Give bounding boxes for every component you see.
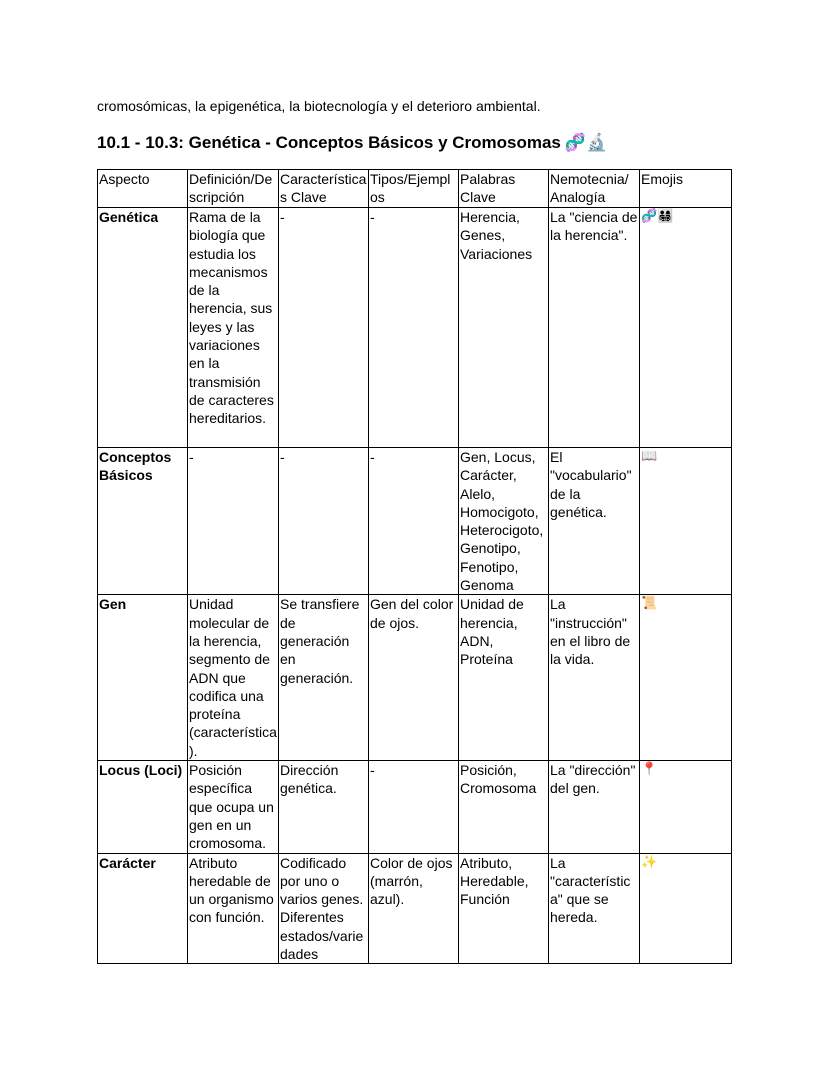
cell-palabras: Atributo, Heredable, Función <box>459 853 549 964</box>
cell-tipos: - <box>369 448 459 595</box>
cell-tipos: Gen del color de ojos. <box>369 595 459 761</box>
cell-nemotecnia: La "instrucción" en el libro de la vida. <box>549 595 640 761</box>
table-row <box>98 595 732 761</box>
header-aspecto: Aspecto <box>98 170 188 208</box>
header-caracteristicas: Características Clave <box>279 170 369 208</box>
cell-caracteristicas: Se transfiere de generación en generación. <box>279 595 369 761</box>
dna-family-icon: 🧬👨‍👩‍👧‍👦 <box>640 208 732 448</box>
header-row <box>98 170 732 208</box>
cell-caracteristicas: - <box>279 208 369 448</box>
header-palabras: Palabras Clave <box>459 170 549 208</box>
cell-tipos: Color de ojos (marrón, azul). <box>369 853 459 964</box>
cell-aspecto: Locus (Loci) <box>98 761 188 853</box>
header-definicion: Definición/Descripción <box>188 170 279 208</box>
cell-nemotecnia: La "característica" que se hereda. <box>549 853 640 964</box>
dna-microscope-icon: 🧬🔬 <box>564 133 608 153</box>
cell-nemotecnia: La "dirección" del gen. <box>549 761 640 853</box>
book-icon: 📖 <box>640 448 732 595</box>
header-tipos: Tipos/Ejemplos <box>369 170 459 208</box>
table-row <box>98 208 732 448</box>
cell-nemotecnia: El "vocabulario" de la genética. <box>549 448 640 595</box>
cell-definicion: Rama de la biología que estudia los mecanismos de la herencia, sus leyes y las variaciones en la transmisión de caracteres hereditarios. <box>188 208 279 448</box>
table-row <box>98 448 732 595</box>
cell-tipos: - <box>369 761 459 853</box>
cell-caracteristicas: - <box>279 448 369 595</box>
cell-definicion: Unidad molecular de la herencia, segmento de ADN que codifica una proteína (característica). <box>189 596 277 759</box>
table-row <box>98 761 732 853</box>
cell-tipos: - <box>369 208 459 448</box>
section-title: 10.1 - 10.3: Genética - Conceptos Básicos y Cromosomas <box>97 133 561 152</box>
cell-aspecto: Conceptos Básicos <box>98 448 188 595</box>
header-nemotecnia: Nemotecnia/ Analogía <box>549 170 640 208</box>
cell-definicion: - <box>188 448 279 595</box>
cell-definicion: Posición específica que ocupa un gen en un cromosoma. <box>188 761 279 853</box>
genetics-table <box>97 169 732 964</box>
cell-aspecto: Genética <box>98 208 188 448</box>
scroll-icon: 📜 <box>640 595 732 761</box>
header-emojis: Emojis <box>640 170 732 208</box>
cell-palabras: Unidad de herencia, ADN, Proteína <box>459 595 549 761</box>
section-heading <box>97 131 607 155</box>
pin-icon: 📍 <box>640 761 732 853</box>
cell-caracteristicas: Codificado por uno o varios genes. Diferentes estados/variedades <box>279 853 369 964</box>
sparkles-icon: ✨ <box>640 853 732 964</box>
intro-text: cromosómicas, la epigenética, la biotecnología y el deterioro ambiental. <box>97 98 541 114</box>
cell-aspecto: Gen <box>98 595 188 761</box>
cell-definicion: Atributo heredable de un organismo con función. <box>188 853 279 964</box>
cell-nemotecnia: La "ciencia de la herencia". <box>549 208 640 448</box>
cell-palabras: Posición, Cromosoma <box>459 761 549 853</box>
cell-palabras: Gen, Locus, Carácter, Alelo, Homocigoto, Heterocigoto, Genotipo, Fenotipo, Genoma <box>459 448 549 595</box>
cell-aspecto: Carácter <box>98 853 188 964</box>
table-row <box>98 853 732 964</box>
cell-palabras: Herencia, Genes, Variaciones <box>459 208 549 448</box>
cell-caracteristicas: Dirección genética. <box>279 761 369 853</box>
